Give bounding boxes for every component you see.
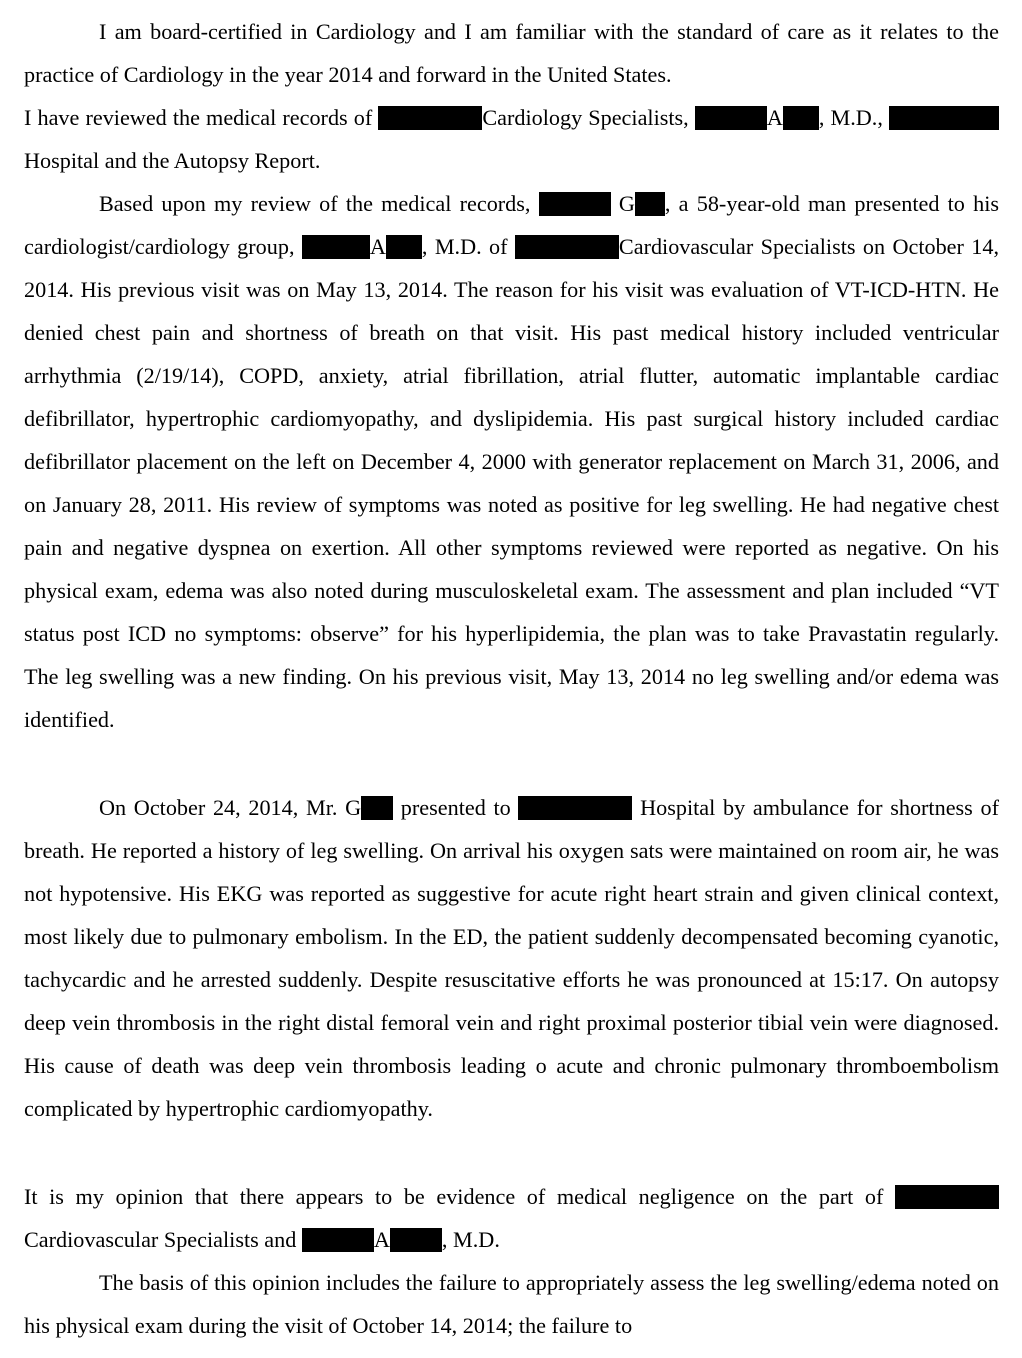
redaction-box [302, 235, 370, 259]
text-run: , a 58-year-old man presented to his cardiologist/cardiology group, [24, 191, 999, 259]
paragraph-clinical-history [24, 182, 999, 741]
text-run: Cardiology Specialists, [482, 105, 695, 130]
redaction-box [635, 192, 665, 216]
paragraph-records-reviewed [24, 96, 999, 182]
text-run: Cardiovascular Specialists on October 14, 2014. His previous visit was on May 13, 2014. The reason for his visit was evaluation of VT-ICD-HTN. He denied chest pain and shortness of breath on that visit. His past medical history included ventricular arrhythmia (2/19/14), COPD, anxiety, atrial fibrillation, atrial flutter, automatic implantable cardiac defibrillator, hypertrophic cardiomyopathy, and dyslipidemia. His past surgical history included cardiac defibrillator placement on the left on December 4, 2000 with generator replacement on March 31, 2006, and on January 28, 2011. His review of symptoms was noted as positive for leg swelling. He had negative chest pain and negative dyspnea on exertion. All other symptoms reviewed were reported as negative. On his physical exam, edema was also noted during musculoskeletal exam. The assessment and plan included “VT status post ICD no symptoms: observe” for his hyperlipidemia, the plan was to take Pravastatin regularly. The leg swelling was a new finding. On his previous visit, May 13, 2014 no leg swelling and/or edema was identified. [24, 234, 1000, 732]
text-run: Cardiovascular Specialists and [24, 1227, 302, 1252]
paragraph-basis-of-opinion [24, 1261, 999, 1347]
redaction-box [302, 1228, 374, 1252]
text-run: I am board-certified in Cardiology and I am familiar with the standard of care as it relates to the practice of Cardiology in the year 2014 and forward in the United States. [24, 19, 999, 87]
redaction-box [539, 192, 611, 216]
paragraph-opinion [24, 1175, 999, 1261]
text-run: , M.D., [818, 105, 889, 130]
text-run: I have reviewed the medical records of [24, 105, 379, 130]
redaction-box [695, 106, 767, 130]
redaction-box [518, 796, 632, 820]
text-run: A [369, 234, 386, 259]
redaction-box [895, 1185, 999, 1209]
text-run: presented to [393, 795, 519, 820]
text-run: Hospital and the Autopsy Report. [24, 148, 321, 173]
redaction-box [390, 1228, 442, 1252]
text-run: A [766, 105, 783, 130]
redaction-box [386, 235, 422, 259]
text-run: , M.D. of [421, 234, 515, 259]
redaction-box [889, 106, 999, 130]
text-run: Based upon my review of the medical records, [99, 191, 539, 216]
paragraph-hospital-presentation [24, 786, 999, 1130]
redaction-box [783, 106, 819, 130]
redaction-box [361, 796, 393, 820]
text-run: On October 24, 2014, Mr. G [99, 795, 362, 820]
text-run: It is my opinion that there appears to be evidence of medical negligence on the part of [24, 1184, 895, 1209]
text-run: A [373, 1227, 390, 1252]
text-run: The basis of this opinion includes the failure to appropriately assess the leg swelling/edema noted on his physical exam during the visit of October 14, 2014; the failure to [24, 1270, 999, 1338]
text-run: Hospital by ambulance for shortness of breath. He reported a history of leg swelling. On arrival his oxygen sats were maintained on room air, he was not hypotensive. His EKG was reported as suggestive for acute right heart strain and given clinical context, most likely due to pulmonary embolism. In the ED, the patient suddenly decompensated becoming cyanotic, tachycardic and he arrested suddenly. Despite resuscitative efforts he was pronounced at 15:17. On autopsy deep vein thrombosis in the right distal femoral vein and right proximal posterior tibial vein were diagnosed. His cause of death was deep vein thrombosis leading o acute and chronic pulmonary thromboembolism complicated by hypertrophic cardiomyopathy. [24, 795, 999, 1121]
text-run: , M.D. [441, 1227, 500, 1252]
redaction-box [378, 106, 482, 130]
text-run: G [610, 191, 635, 216]
paragraph-board-certification [24, 10, 999, 96]
redaction-box [515, 235, 619, 259]
